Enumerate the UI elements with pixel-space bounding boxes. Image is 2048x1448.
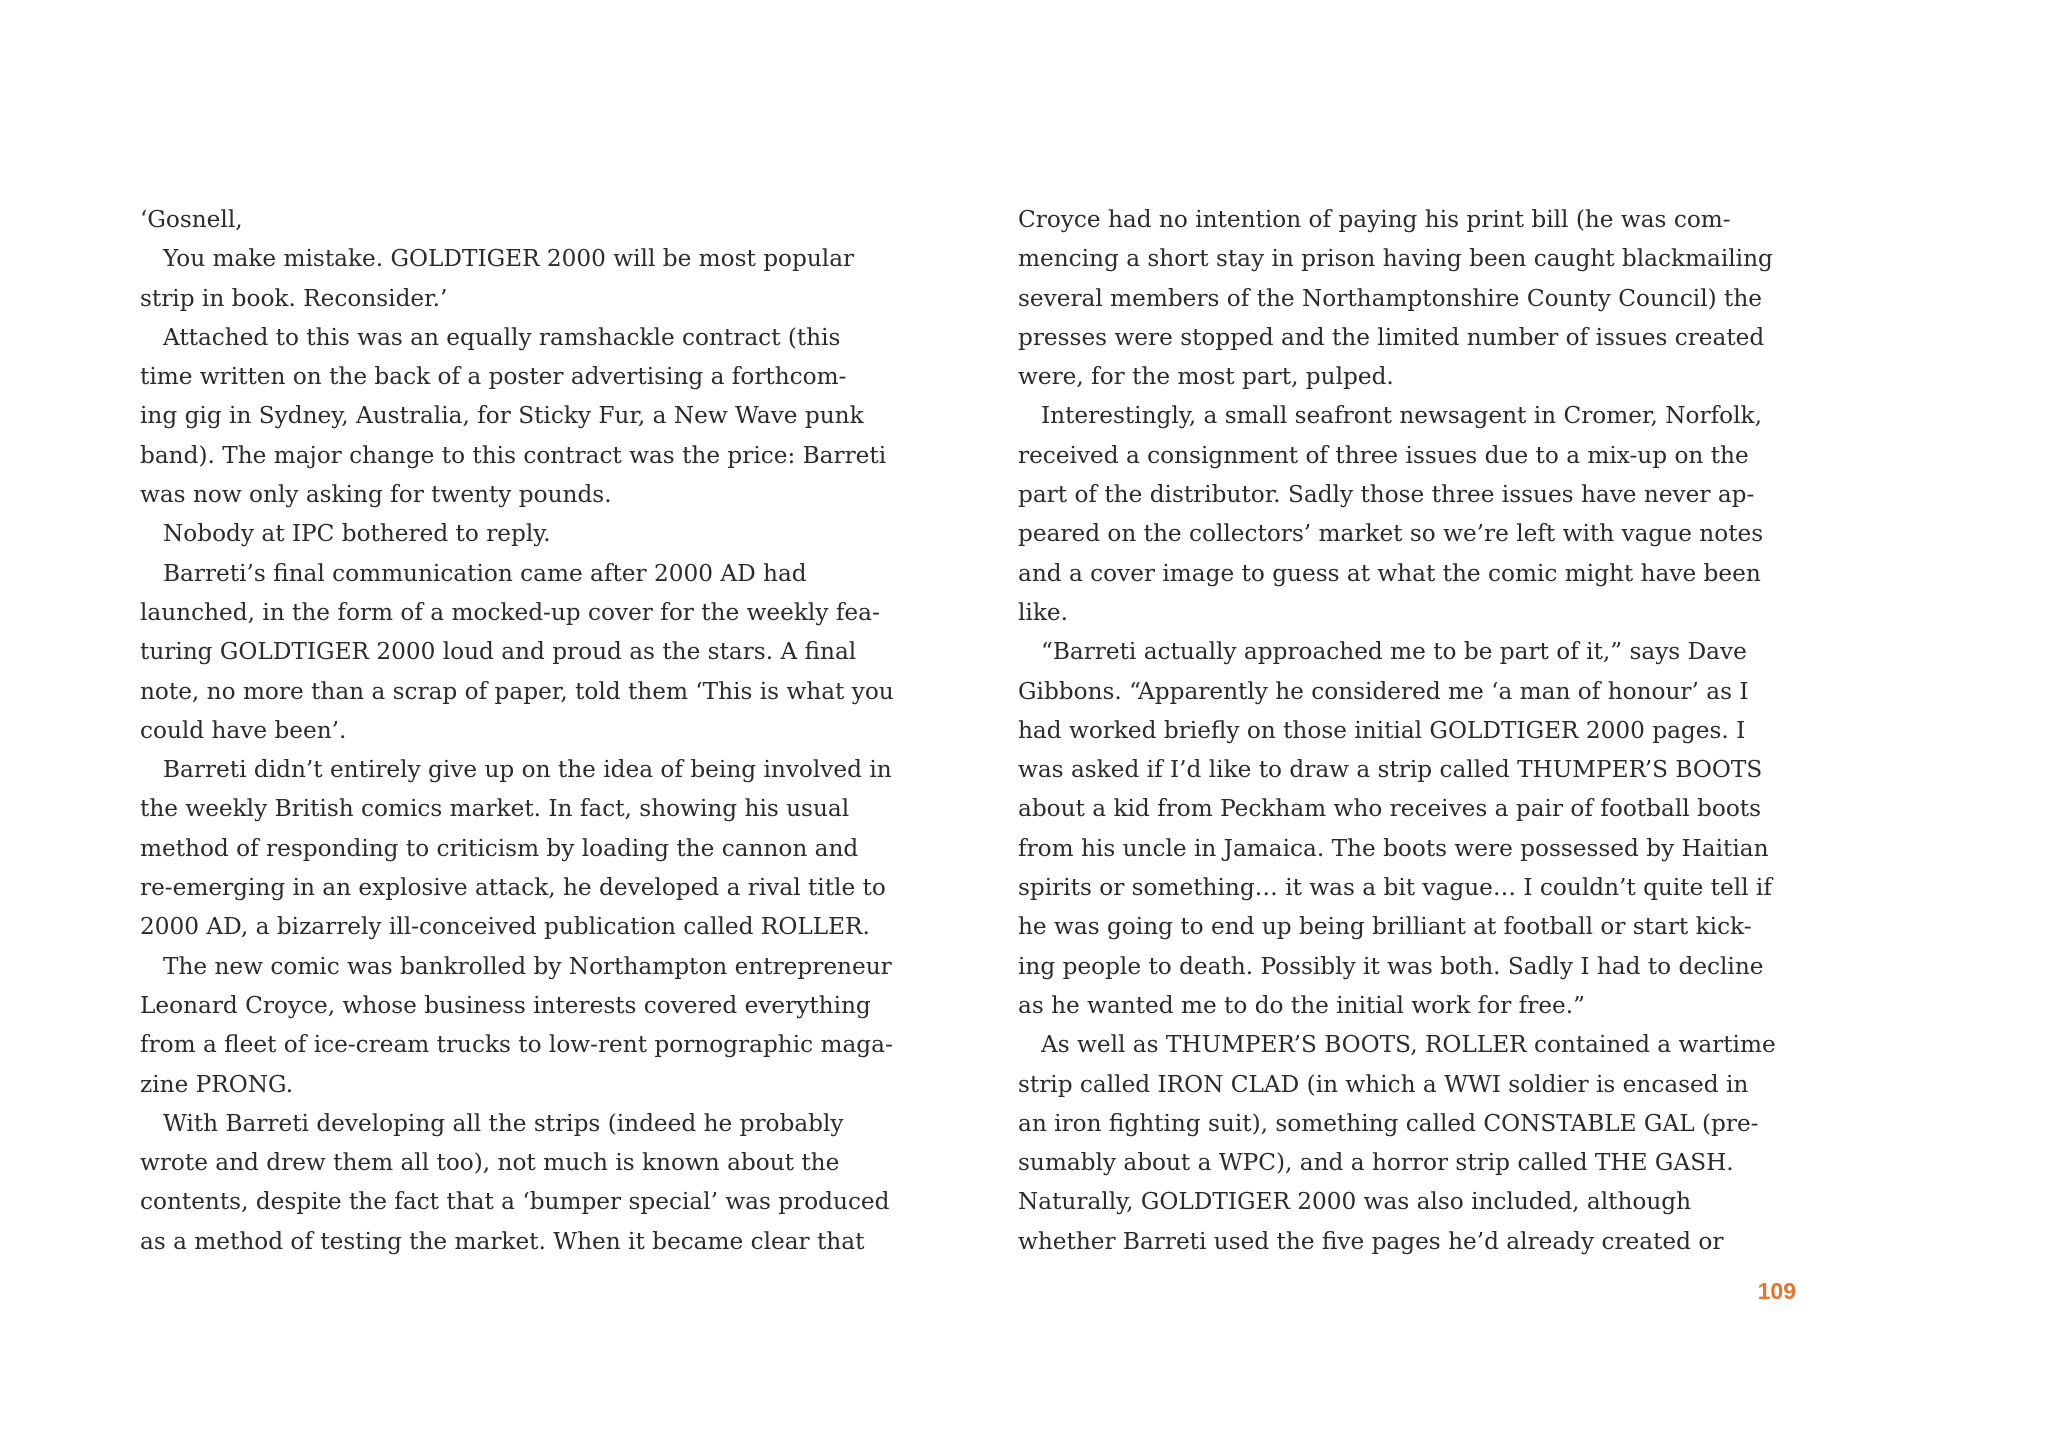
text-line: Naturally, GOLDTIGER 2000 was also included, although: [1018, 1188, 1692, 1216]
text-line: the weekly British comics market. In fact, showing his usual: [140, 795, 850, 823]
right-text-column: [1018, 200, 1808, 1261]
text-line: Croyce had no intention of paying his print bill (he was com-: [1018, 206, 1731, 233]
text-line: like.: [1018, 598, 1068, 626]
text-line: Nobody at IPC bothered to reply.: [163, 520, 551, 548]
text-line: wrote and drew them all too), not much is known about the: [140, 1149, 840, 1177]
text-line: could have been’.: [140, 716, 347, 744]
text-line: Barreti didn’t entirely give up on the idea of being involved in: [163, 756, 892, 784]
text-line: strip in book. Reconsider.’: [140, 284, 448, 312]
text-line: mencing a short stay in prison having been caught blackmailing: [1018, 245, 1773, 273]
text-line: The new comic was bankrolled by Northampton entrepreneur: [163, 952, 892, 980]
text-line: ‘Gosnell,: [140, 206, 243, 233]
text-line: contents, despite the fact that a ‘bumper special’ was produced: [140, 1188, 890, 1216]
text-line: he was going to end up being brilliant at football or start kick-: [1018, 913, 1752, 941]
text-line: had worked briefly on those initial GOLDTIGER 2000 pages. I: [1018, 716, 1746, 744]
text-line: ing people to death. Possibly it was both. Sadly I had to decline: [1018, 952, 1764, 980]
text-line: peared on the collectors’ market so we’re left with vague notes: [1018, 520, 1764, 548]
text-line: was now only asking for twenty pounds.: [140, 481, 612, 509]
text-line: presses were stopped and the limited number of issues created: [1018, 323, 1765, 351]
text-line: re-emerging in an explosive attack, he developed a rival title to: [140, 874, 886, 902]
text-line: an iron fighting suit), something called CONSTABLE GAL (pre-: [1018, 1109, 1759, 1137]
text-line: zine PRONG.: [140, 1070, 294, 1098]
page-number: 109: [1757, 1278, 1796, 1304]
text-line: As well as THUMPER’S BOOTS, ROLLER contained a wartime: [1041, 1031, 1776, 1059]
text-line: “Barreti actually approached me to be part of it,” says Dave: [1041, 638, 1747, 666]
left-text-column: [140, 200, 930, 1261]
text-line: note, no more than a scrap of paper, told them ‘This is what you: [140, 677, 894, 705]
text-line: several members of the Northamptonshire County Council) the: [1018, 284, 1763, 312]
text-line: Barreti’s final communication came after 2000 AD had: [163, 559, 807, 587]
text-line: band). The major change to this contract was the price: Barreti: [140, 441, 887, 469]
text-line: as a method of testing the market. When it became clear that: [140, 1227, 865, 1255]
text-line: Attached to this was an equally ramshackle contract (this: [163, 323, 841, 351]
text-line: from a fleet of ice-cream trucks to low-rent pornographic maga-: [140, 1031, 893, 1059]
text-line: Interestingly, a small seafront newsagent in Cromer, Norfolk,: [1041, 402, 1762, 430]
text-line: method of responding to criticism by loading the cannon and: [140, 834, 859, 862]
text-line: time written on the back of a poster advertising a forthcom-: [140, 363, 847, 391]
text-line: about a kid from Peckham who receives a pair of football boots: [1018, 795, 1761, 823]
text-line: launched, in the form of a mocked-up cover for the weekly fea-: [140, 598, 880, 626]
text-line: and a cover image to guess at what the comic might have been: [1018, 559, 1761, 587]
text-line: strip called IRON CLAD (in which a WWI soldier is encased in: [1018, 1070, 1749, 1098]
text-line: ing gig in Sydney, Australia, for Sticky Fur, a New Wave punk: [140, 402, 864, 430]
text-line: Gibbons. “Apparently he considered me ‘a man of honour’ as I: [1018, 677, 1749, 705]
text-line: received a consignment of three issues due to a mix-up on the: [1018, 441, 1749, 469]
text-line: sumably about a WPC), and a horror strip called THE GASH.: [1018, 1149, 1734, 1177]
text-line: was asked if I’d like to draw a strip called THUMPER’S BOOTS: [1018, 756, 1763, 784]
text-line: as he wanted me to do the initial work for free.”: [1018, 991, 1585, 1019]
text-line: whether Barreti used the five pages he’d already created or: [1018, 1227, 1724, 1255]
text-line: part of the distributor. Sadly those three issues have never ap-: [1018, 481, 1755, 509]
text-line: Leonard Croyce, whose business interests covered everything: [140, 991, 871, 1019]
text-line: spirits or something… it was a bit vague… I couldn’t quite tell if: [1018, 874, 1772, 902]
text-line: You make mistake. GOLDTIGER 2000 will be most popular: [163, 245, 855, 273]
text-line: were, for the most part, pulped.: [1018, 363, 1394, 391]
text-line: from his uncle in Jamaica. The boots were possessed by Haitian: [1018, 834, 1769, 862]
text-line: With Barreti developing all the strips (indeed he probably: [163, 1109, 844, 1137]
text-line: turing GOLDTIGER 2000 loud and proud as the stars. A final: [140, 638, 857, 666]
text-line: 2000 AD, a bizarrely ill-conceived publication called ROLLER.: [140, 913, 870, 941]
